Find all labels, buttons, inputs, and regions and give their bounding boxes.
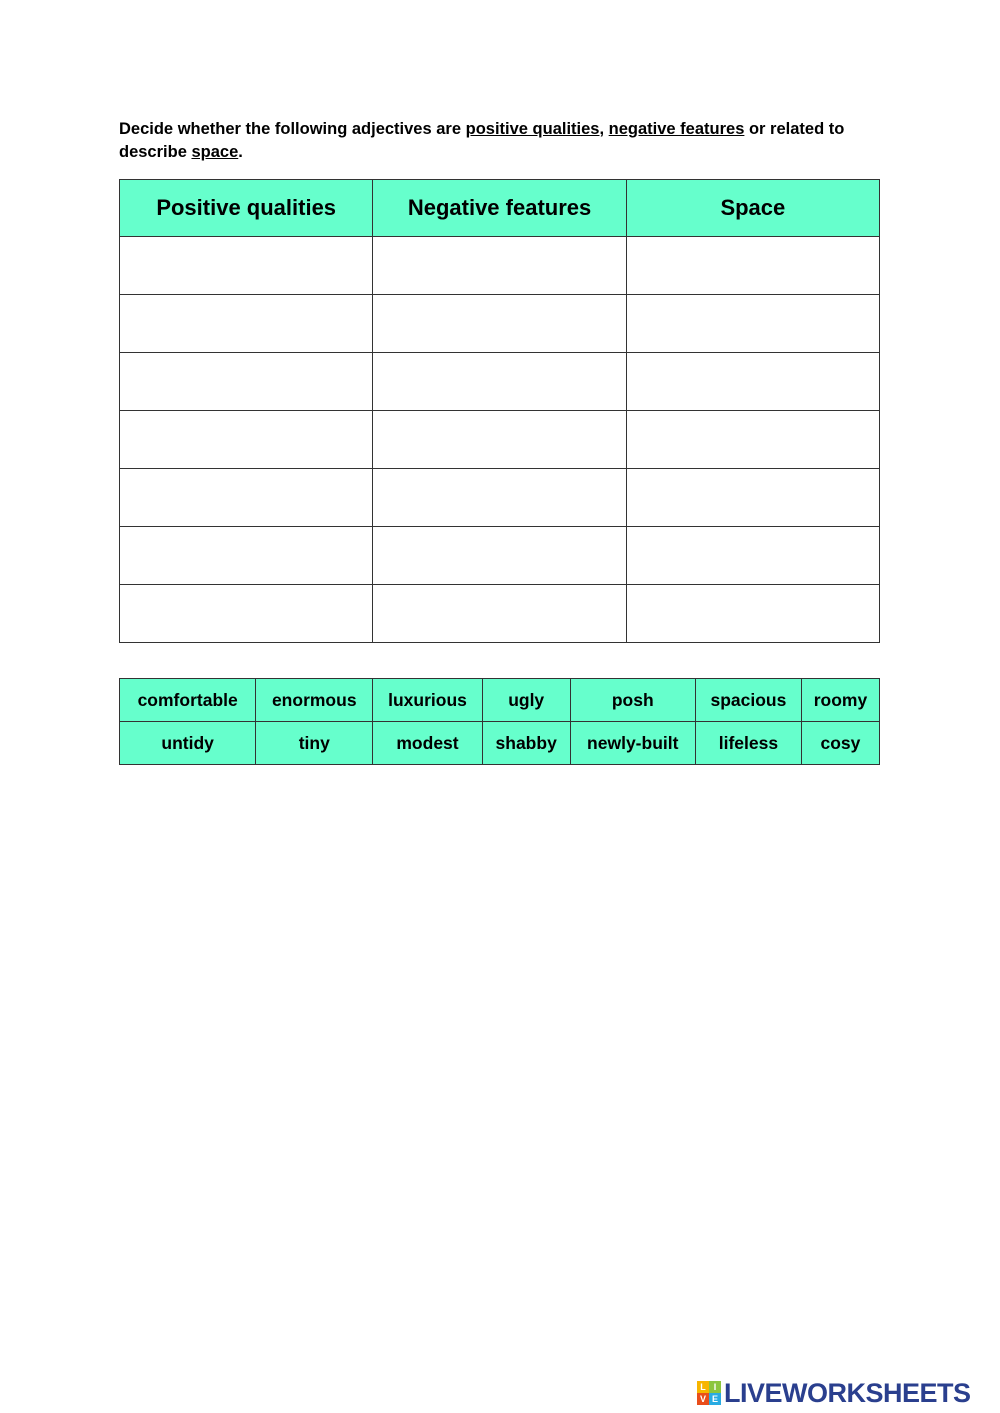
table-row (120, 295, 880, 353)
logo-mark-square: L (697, 1381, 709, 1393)
header-positive-qualities: Positive qualities (120, 180, 373, 237)
word-bank-row (120, 679, 880, 722)
table-row (120, 585, 880, 643)
answer-cell-space[interactable] (626, 295, 879, 353)
word-tile[interactable]: shabby (482, 722, 570, 765)
answer-cell-negative-features[interactable] (373, 353, 626, 411)
table-row (120, 237, 880, 295)
logo-mark-square: V (697, 1393, 709, 1405)
word-tile[interactable]: spacious (695, 679, 801, 722)
answer-cell-negative-features[interactable] (373, 469, 626, 527)
word-tile[interactable]: cosy (801, 722, 879, 765)
positive-qualities-term: positive qualities (465, 120, 600, 138)
space-term: space (191, 143, 239, 161)
word-tile[interactable]: roomy (801, 679, 879, 722)
header-negative-features: Negative features (373, 180, 626, 237)
word-tile[interactable]: comfortable (120, 679, 256, 722)
answer-cell-positive-qualities[interactable] (120, 353, 373, 411)
answer-cell-space[interactable] (626, 411, 879, 469)
answer-cell-positive-qualities[interactable] (120, 411, 373, 469)
instructions-comma: , (599, 120, 609, 138)
instructions-text-1: Decide whether the following adjectives are (119, 120, 466, 138)
logo-text: LIVEWORKSHEETS (724, 1377, 971, 1408)
liveworksheets-logo (697, 1378, 971, 1408)
answer-cell-space[interactable] (626, 353, 879, 411)
answer-cell-negative-features[interactable] (373, 295, 626, 353)
answer-cell-positive-qualities[interactable] (120, 469, 373, 527)
word-tile[interactable]: modest (373, 722, 483, 765)
word-tile[interactable]: enormous (256, 679, 373, 722)
sorting-table-body (120, 237, 880, 643)
word-bank-body (120, 679, 880, 765)
word-bank (119, 678, 880, 765)
table-row (120, 469, 880, 527)
instructions-text-2: or related to describe (119, 120, 845, 161)
answer-cell-positive-qualities[interactable] (120, 585, 373, 643)
sorting-table-header-row (120, 180, 880, 237)
answer-cell-positive-qualities[interactable] (120, 237, 373, 295)
answer-cell-space[interactable] (626, 527, 879, 585)
word-tile[interactable]: posh (570, 679, 695, 722)
answer-cell-positive-qualities[interactable] (120, 527, 373, 585)
table-row (120, 411, 880, 469)
word-bank-row (120, 722, 880, 765)
logo-mark-square: I (709, 1381, 721, 1393)
liveworksheets-logo-icon (697, 1381, 721, 1405)
negative-features-term: negative features (608, 120, 745, 138)
answer-cell-positive-qualities[interactable] (120, 295, 373, 353)
word-tile[interactable]: luxurious (373, 679, 483, 722)
answer-cell-negative-features[interactable] (373, 585, 626, 643)
answer-cell-space[interactable] (626, 237, 879, 295)
answer-cell-space[interactable] (626, 585, 879, 643)
word-tile[interactable]: ugly (482, 679, 570, 722)
instructions (119, 118, 879, 164)
instructions-period: . (238, 143, 243, 161)
word-tile[interactable]: tiny (256, 722, 373, 765)
answer-cell-negative-features[interactable] (373, 527, 626, 585)
logo-mark-square: E (709, 1393, 721, 1405)
answer-cell-negative-features[interactable] (373, 411, 626, 469)
sorting-table (119, 179, 880, 643)
table-row (120, 527, 880, 585)
header-space: Space (626, 180, 879, 237)
word-tile[interactable]: untidy (120, 722, 256, 765)
table-row (120, 353, 880, 411)
answer-cell-space[interactable] (626, 469, 879, 527)
word-tile[interactable]: newly-built (570, 722, 695, 765)
word-tile[interactable]: lifeless (695, 722, 801, 765)
answer-cell-negative-features[interactable] (373, 237, 626, 295)
